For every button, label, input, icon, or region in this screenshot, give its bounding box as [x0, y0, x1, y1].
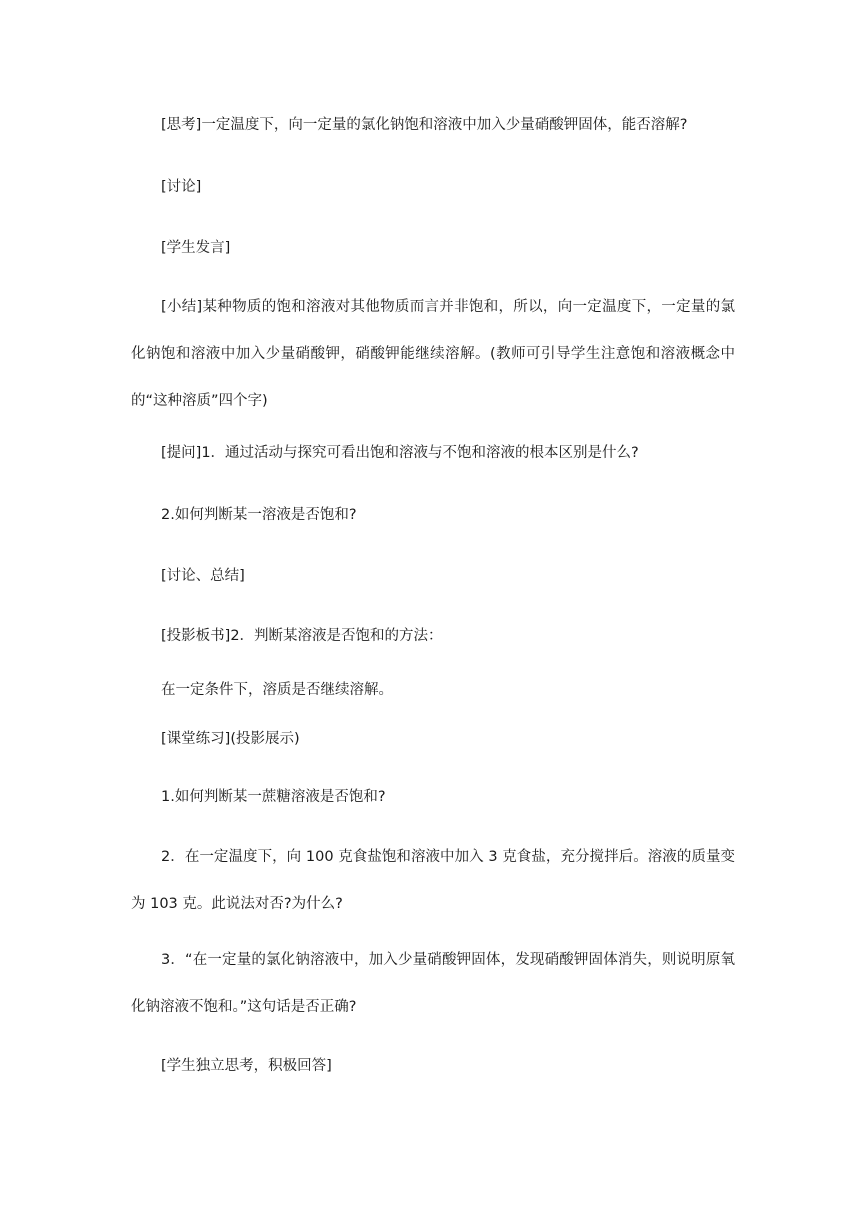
paragraph-classroom-exercise: [课堂练习](投影展示) [161, 731, 300, 747]
paragraph-method: 在一定条件下，溶质是否继续溶解。 [161, 682, 393, 698]
paragraph-exercise-3: 3．“在一定量的氯化钠溶液中，加入少量硝酸钾固体，发现硝酸钾固体消失，则说明原氧化钠溶液不饱和。”这句话是否正确? [131, 952, 735, 1015]
paragraph-discussion-summary: [讨论、总结] [161, 568, 245, 584]
paragraph-summary: [小结]某种物质的饱和溶液对其他物质而言并非饱和，所以，向一定温度下，一定量的氯化钠饱和溶液中加入少量硝酸钾，硝酸钾能继续溶解。(教师可引导学生注意饱和溶液概念中的“这种溶质”四个字) [131, 299, 735, 409]
paragraph-exercise-1: 1.如何判断某一蔗糖溶液是否饱和? [161, 789, 386, 805]
paragraph-question-2: 2.如何判断某一溶液是否饱和? [161, 507, 357, 523]
paragraph-projection-board: [投影板书]2．判断某溶液是否饱和的方法： [161, 628, 443, 644]
paragraph-question-1: [提问]1．通过活动与探究可看出饱和溶液与不饱和溶液的根本区别是什么? [161, 445, 639, 461]
paragraph-thinking: [思考]一定温度下，向一定量的氯化钠饱和溶液中加入少量硝酸钾固体，能否溶解? [161, 117, 688, 133]
paragraph-student-speech: [学生发言] [161, 240, 231, 256]
paragraph-exercise-2: 2．在一定温度下，向 100 克食盐饱和溶液中加入 3 克食盐，充分搅拌后。溶液的质量变为 103 克。此说法对否?为什么? [131, 849, 735, 912]
paragraph-student-answer: [学生独立思考，积极回答] [161, 1058, 332, 1074]
paragraph-discussion: [讨论] [161, 179, 202, 195]
